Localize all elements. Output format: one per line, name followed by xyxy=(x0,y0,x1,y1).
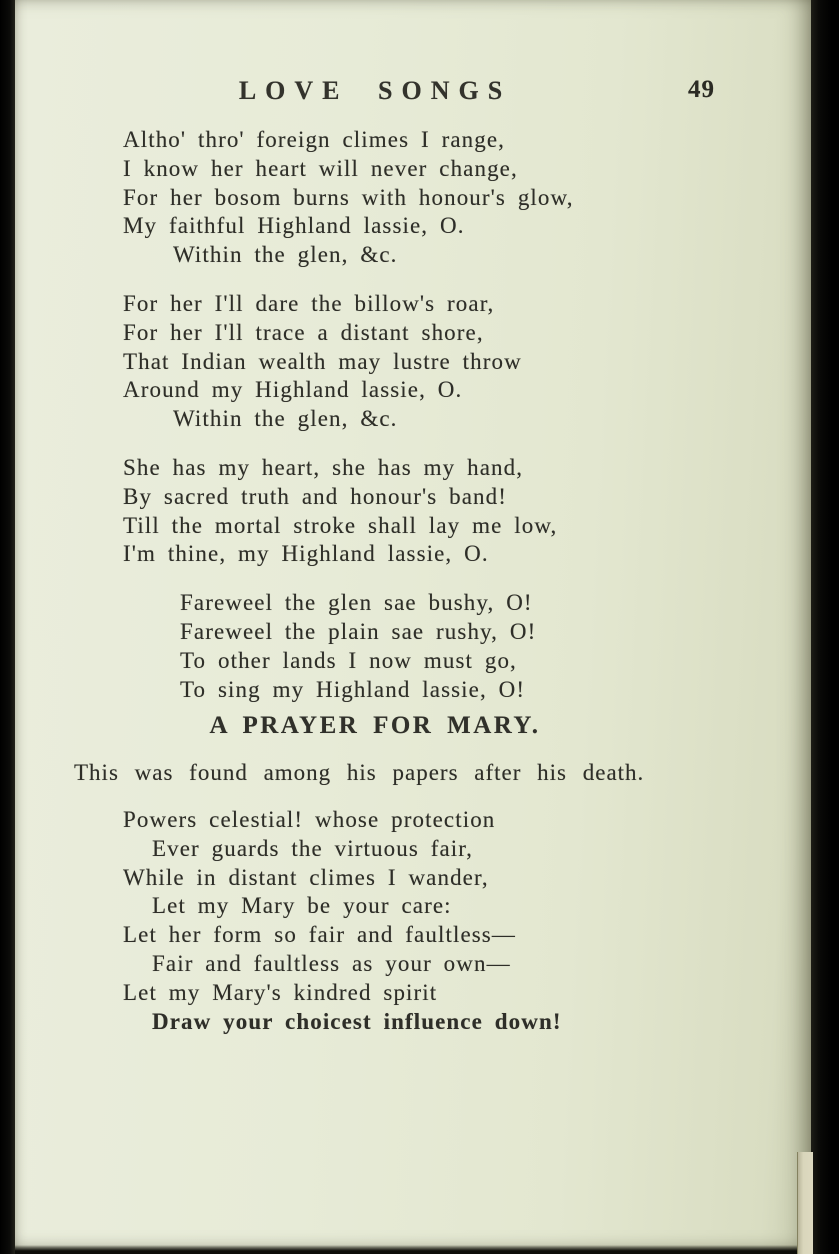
page-title: LOVE SONGS xyxy=(238,76,512,105)
poem-line: Altho' thro' foreign climes I range, xyxy=(123,127,506,152)
stanza xyxy=(180,589,574,704)
poem-stanzas xyxy=(123,126,574,724)
stanza xyxy=(123,126,574,270)
poem-line: Let my Mary be your care: xyxy=(152,893,452,919)
page-edge-strip xyxy=(797,1152,813,1254)
scan-edge-bottom xyxy=(15,1245,811,1254)
scan-edge-right xyxy=(811,0,839,1254)
poem-line: Let my Mary's kindred spirit xyxy=(123,979,438,1005)
poem-line: Ever guards the virtuous fair, xyxy=(152,835,473,861)
poem-line: To sing my Highland lassie, O! xyxy=(180,676,526,702)
poem-line: To other lands I now must go, xyxy=(180,647,517,673)
stanza xyxy=(123,454,574,569)
section-note: This was found among his papers after his death. xyxy=(74,760,645,785)
poem-line: Within the glen, &c. xyxy=(173,406,398,432)
poem-line: Around my Highland lassie, O. xyxy=(123,377,463,403)
poem-line: For her I'll trace a distant shore, xyxy=(123,319,484,345)
section-title: A PRAYER FOR MARY. xyxy=(209,712,541,739)
poem-line: By sacred truth and honour's band! xyxy=(123,483,507,509)
poem-line: For her bosom burns with honour's glow, xyxy=(123,184,574,210)
poem-line: My faithful Highland lassie, O. xyxy=(123,213,465,239)
page-paper xyxy=(15,0,811,1254)
prayer-stanza xyxy=(123,806,562,1036)
poem-line: Within the glen, &c. xyxy=(173,242,398,268)
scan-edge-left xyxy=(0,0,15,1254)
poem-line: Draw your choicest influence down! xyxy=(152,1008,562,1034)
poem-line: I know her heart will never change, xyxy=(123,155,518,181)
poem-line: For her I'll dare the billow's roar, xyxy=(123,290,495,316)
stanza xyxy=(123,290,574,434)
poem-line: Fair and faultless as your own— xyxy=(152,950,511,976)
poem-line: That Indian wealth may lustre throw xyxy=(123,348,522,374)
poem-line: Fareweel the plain sae rushy, O! xyxy=(180,618,537,644)
poem-line: She has my heart, she has my hand, xyxy=(123,454,524,480)
poem-line: Fareweel the glen sae bushy, O! xyxy=(180,590,533,616)
poem-line: While in distant climes I wander, xyxy=(123,864,489,890)
poem-line: Powers celestial! whose protection xyxy=(123,807,496,832)
poem-line: I'm thine, my Highland lassie, O. xyxy=(123,541,489,567)
poem-line: Let her form so fair and faultless— xyxy=(123,922,516,948)
page-number: 49 xyxy=(688,76,715,103)
poem-line: Till the mortal stroke shall lay me low, xyxy=(123,512,558,538)
